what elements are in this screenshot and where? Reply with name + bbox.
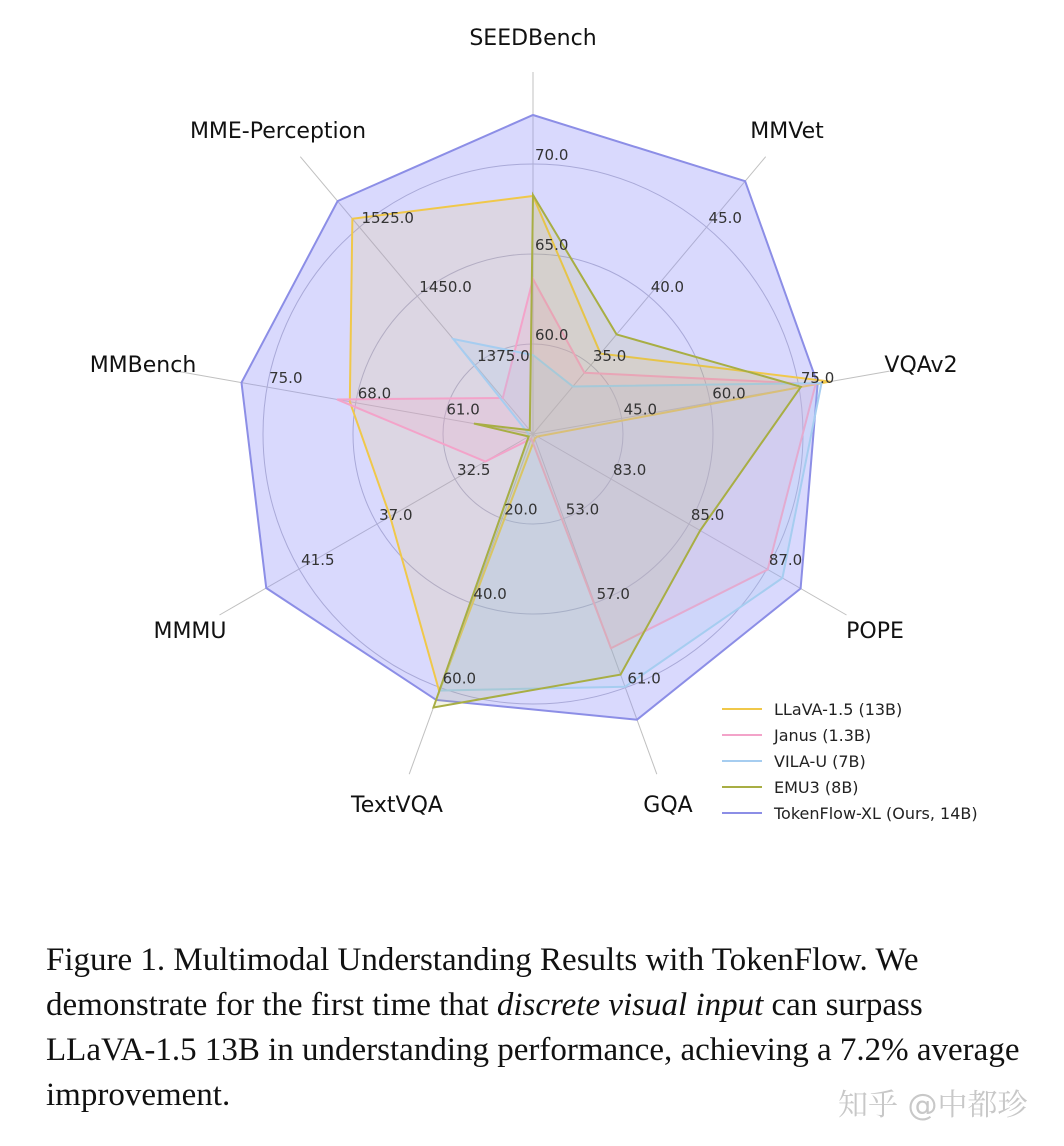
tick-label: 40.0 xyxy=(473,585,507,604)
tick-label: 40.0 xyxy=(650,278,685,297)
legend-item-janus xyxy=(722,722,978,748)
legend-label: VILA-U (7B) xyxy=(774,751,866,771)
tick-label: 68.0 xyxy=(357,384,392,403)
legend-item-tokenflow xyxy=(722,800,978,826)
legend-label: TokenFlow-XL (Ours, 14B) xyxy=(774,803,978,823)
legend-label: Janus (1.3B) xyxy=(774,725,872,745)
tick-label: 75.0 xyxy=(269,369,303,388)
legend-swatch xyxy=(722,760,762,762)
legend-item-vila-u xyxy=(722,748,978,774)
tick-label: 53.0 xyxy=(565,500,600,519)
legend-item-llava xyxy=(722,696,978,722)
tick-label: 60.0 xyxy=(442,669,477,688)
legend-swatch xyxy=(722,812,762,814)
tick-label: 37.0 xyxy=(379,506,413,524)
tick-label: 41.5 xyxy=(301,551,335,569)
tick-label: 45.0 xyxy=(708,209,742,228)
legend-swatch xyxy=(722,708,762,710)
axis-label: SEEDBench xyxy=(469,26,597,51)
axis-label: TextVQA xyxy=(351,793,443,818)
caption-text: Figure 1. Multimodal Understanding Results with TokenFlow. We demonstrate for the first time that xyxy=(46,942,919,1023)
axis-label: MME-Perception xyxy=(189,119,367,144)
tick-label: 20.0 xyxy=(504,500,538,519)
tick-label: 70.0 xyxy=(535,146,569,164)
tick-label: 60.0 xyxy=(535,326,569,344)
watermark: 知乎 @中都珍 xyxy=(838,1088,1028,1123)
tick-label: 45.0 xyxy=(623,400,658,419)
tick-label: 61.0 xyxy=(446,400,480,419)
axis-label: MMMU xyxy=(153,619,227,644)
legend-swatch xyxy=(722,786,762,788)
caption-emphasis: discrete visual input xyxy=(496,987,764,1023)
legend-label: EMU3 (8B) xyxy=(774,777,859,797)
tick-label: 35.0 xyxy=(592,347,627,366)
tick-label: 61.0 xyxy=(627,669,661,688)
chart-legend xyxy=(722,696,978,826)
axis-label: MMVet xyxy=(750,119,824,144)
tick-label: 87.0 xyxy=(768,551,803,569)
axis-label: VQAv2 xyxy=(884,353,958,378)
tick-label: 1450.0 xyxy=(419,278,472,297)
caption-text-end: can surpass LLaVA-1.5 13B in understanding performance, achieving a 7.2% average improvement. xyxy=(46,987,1020,1113)
legend-label: LLaVA-1.5 (13B) xyxy=(774,699,903,719)
tick-label: 60.0 xyxy=(712,384,746,403)
radar-series xyxy=(241,115,830,720)
tick-label: 65.0 xyxy=(535,236,569,254)
axis-label: GQA xyxy=(643,793,693,818)
legend-item-emu3 xyxy=(722,774,978,800)
axis-label: POPE xyxy=(846,619,904,644)
tick-label: 32.5 xyxy=(457,461,491,479)
tick-label: 1375.0 xyxy=(477,347,530,366)
tick-label: 57.0 xyxy=(596,585,630,604)
tick-label: 75.0 xyxy=(800,369,835,388)
tick-label: 1525.0 xyxy=(361,209,414,228)
tick-label: 85.0 xyxy=(690,506,725,524)
tick-label: 83.0 xyxy=(612,461,647,479)
axis-label: MMBench xyxy=(89,353,197,378)
legend-swatch xyxy=(722,734,762,736)
